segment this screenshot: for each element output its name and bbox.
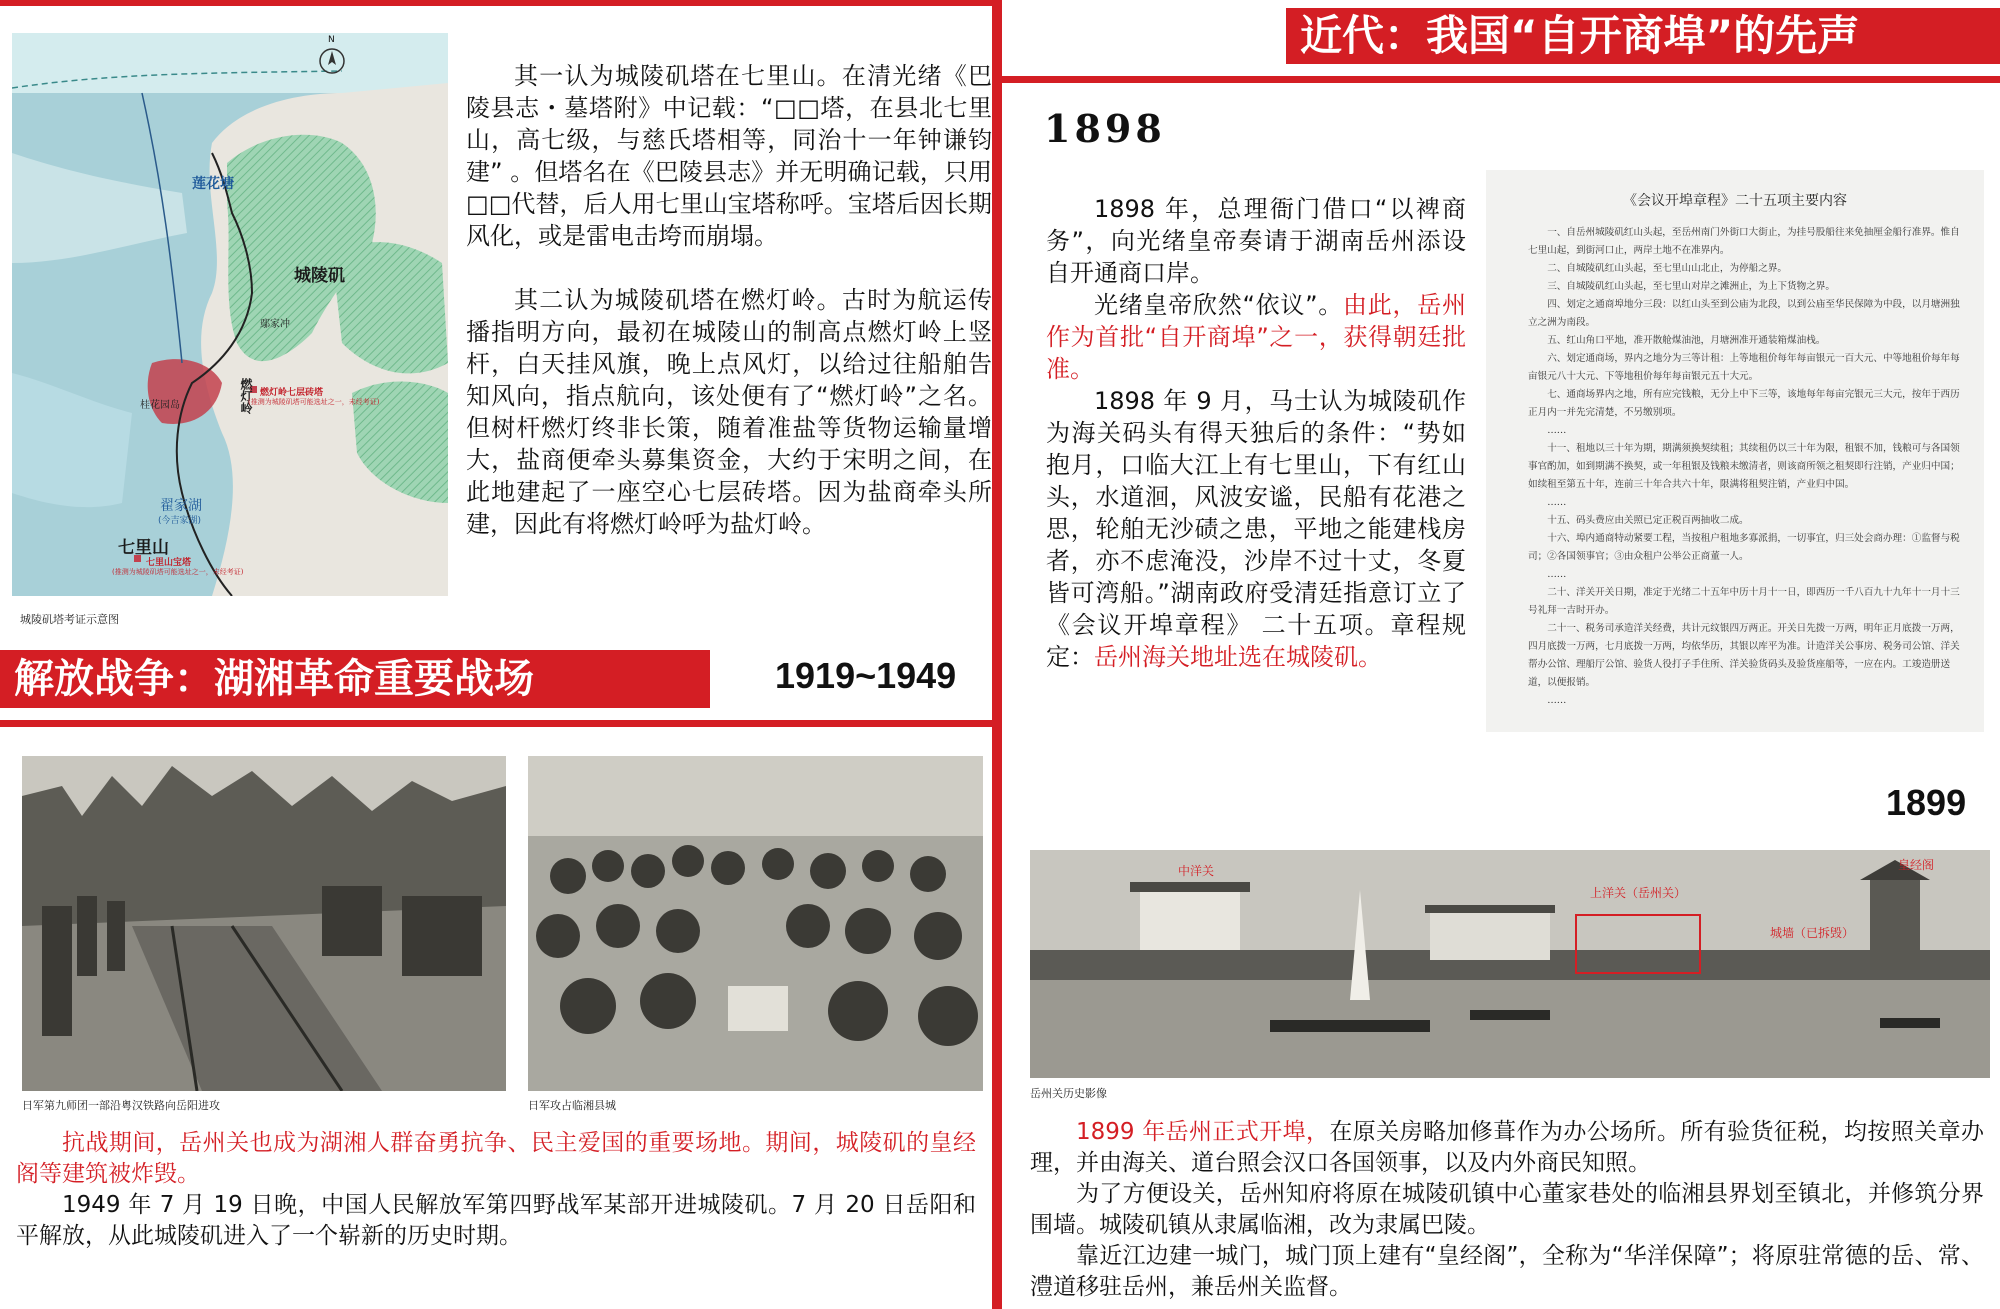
photo-label-shangyangguan: 上洋关（岳州关） bbox=[1590, 886, 1687, 900]
war-photo-railway bbox=[22, 756, 506, 1091]
map-label-lianhuatang: 莲花塘 bbox=[192, 176, 234, 192]
charter-line: 十五、码头费应由关照已定正税百两抽收二成。 bbox=[1547, 515, 1749, 526]
charter-line: …… bbox=[1547, 497, 1567, 508]
left-top-rule bbox=[0, 0, 992, 6]
war-years: 1919~1949 bbox=[775, 655, 957, 696]
right-top-rule bbox=[1002, 76, 2000, 83]
charter-line: 二、自城陵矶红山头起，至七里山山北止，为停船之界。 bbox=[1547, 263, 1788, 274]
charter-line: 六、划定通商场，界内之地分为三等计租：上等地租价每年每亩银元一百大元、中等地租价每年每亩银元八十大元、下等地租价每年每亩银元五十大元。 bbox=[1528, 353, 1960, 382]
map-label-zhaijiahu-sub: (今吉家湖) bbox=[158, 516, 202, 526]
soldiers-photo-graphic bbox=[528, 756, 983, 1091]
railway-photo-graphic bbox=[22, 756, 506, 1091]
charter-line: 一、自岳州城陵矶红山头起，至岳州南门外街口大街止，为挂号股船往来免抽厘金船行准界。惟自七里山起，到街河口止，两岸土地不在准界内。 bbox=[1528, 227, 1960, 256]
pagoda-paragraph-1: 其一认为城陵矶塔在七里山。在清光绪《巴陵县志・墓塔附》中记载：“□□塔，在县北七里山，高七级，与慈氏塔相等，同治十一年钟谦钧建” 。但塔名在《巴陵县志》并无明确记载，只用□□代替，后人用七里山宝塔称呼。宝塔后因长期风化，或是雷电击垮而崩塌。 bbox=[466, 62, 992, 250]
map-label-north: N bbox=[328, 35, 335, 45]
war-banner: 解放战争：湖湘革命重要战场 bbox=[0, 650, 710, 708]
map-label-qilishan-note2: (推测为城陵矶塔可能选址之一，未经考证) bbox=[112, 568, 244, 576]
charter-line: 十六、埠内通商特动紧要工程，当按租户租地多寡派捐，一切事宜，归三处会商办理：①监督与税司；②各国领事官；③由众租户公举公正商董一人。 bbox=[1528, 533, 1960, 562]
map-label-zhaijiahu: 翟家湖 bbox=[160, 498, 202, 514]
text-1899-p3: 靠近江边建一城门，城门顶上建有“皇经阁”，全称为“华洋保障”；将原驻常德的岳、常、澧道移驻岳州，兼岳州关监督。 bbox=[1030, 1243, 1984, 1300]
map-label-guihuayuan: 桂花园岛 bbox=[140, 400, 180, 411]
war-text-liberation: 1949 年 7 月 19 日晚，中国人民解放军第四野战军某部开进城陵矶。7 月 20 日岳阳和平解放，从此城陵矶进入了一个崭新的历史时期。 bbox=[16, 1192, 976, 1249]
war-text bbox=[16, 1128, 976, 1252]
war-photo-railway-caption: 日军第九师团一部沿粤汉铁路向岳阳进攻 bbox=[22, 1099, 220, 1112]
map-label-randengling-note2: (推测为城陵矶塔可能选址之一，未经考证) bbox=[248, 398, 380, 406]
text-1899 bbox=[1030, 1117, 1984, 1303]
charter-line: 四、划定之通商埠地分三段：以红山头至到公庙为北段，以到公庙至华民保障为中段，以月塘洲独立之洲为南段。 bbox=[1528, 299, 1960, 328]
year-1899: 1899 bbox=[1886, 782, 1967, 823]
charter-line: 七、通商场界内之地，所有应完钱粮，无分上中下三等，该地每年每亩完银元三大元，按年于西历正月内一并先完清楚，不另缴别项。 bbox=[1528, 389, 1960, 418]
text-1898-p3 bbox=[1046, 385, 1466, 673]
charter-line: …… bbox=[1547, 569, 1567, 580]
map-label-yanjiachong: 鄢家冲 bbox=[260, 319, 290, 330]
map-label-randengling-note1: 燃灯岭七层砖塔 bbox=[260, 388, 324, 398]
year-1898: 1898 bbox=[1044, 106, 1166, 151]
text-1899-p1-red: 1899 年岳州正式开埠， bbox=[1076, 1119, 1330, 1145]
pagoda-paragraph-2: 其二认为城陵矶塔在燃灯岭。古时为航运传播指明方向，最初在城陵山的制高点燃灯岭上竖杆，白天挂风旗，晚上点风灯，以给过往船舶告知风向，指点航向，该处便有了“燃灯岭”之名。但树杆燃灯终非长策，随着准盐等货物运输量增大，盐商便牵头募集资金，大约于宋明之间，在此地建起了一座空心七层砖塔。因为盐商牵头所建，因此有将燃灯岭呼为盐灯岭。 bbox=[466, 286, 992, 538]
war-photo-soldiers-caption: 日军攻占临湘县城 bbox=[528, 1099, 616, 1112]
war-photo-soldiers bbox=[528, 756, 983, 1091]
photo-label-zhongyangguan: 中洋关 bbox=[1178, 864, 1215, 878]
charter-line: 二十一、税务司承造洋关经费，共计元纹银四万两正。开关日先拨一万两，明年正月底拨一万两，四月底拨一万两，七月底拨一万两，均依华历，其银以库平为准。计造洋关公事房、税务司公馆、洋关帮办公馆、理船厅公馆、验货人役打子手住所、洋关验货码头及验货座船等，一应在内。工竣造册送道，以便报销。 bbox=[1528, 623, 1960, 688]
war-text-red: 抗战期间，岳州关也成为湖湘人群奋勇抗争、民主爱国的重要场地。期间，城陵矶的皇经阁等建筑被炸毁。 bbox=[16, 1130, 976, 1187]
text-1898-p1: 1898 年，总理衙门借口“以裨商务”，向光绪皇帝奏请于湖南岳州添设自开通商口岸。 bbox=[1046, 195, 1466, 287]
map-label-qilishan-note1: 七里山宝塔 bbox=[146, 558, 192, 568]
charter-line: 五、红山角口平地，准开散舱煤油池，月塘洲准开通装箱煤油栈。 bbox=[1547, 335, 1826, 346]
text-1898-p3-red: 岳州海关地址选在城陵矶。 bbox=[1094, 643, 1382, 671]
map-caption: 城陵矶塔考证示意图 bbox=[20, 613, 119, 626]
customs-photo-graphic bbox=[1030, 850, 1990, 1078]
text-1898 bbox=[1046, 193, 1466, 673]
text-1899-p2: 为了方便设关，岳州知府将原在城陵矶镇中心董家巷处的临湘县界划至镇北，并修筑分界围墙。城陵矶镇从隶属临湘，改为隶属巴陵。 bbox=[1030, 1181, 1984, 1238]
charter-document-title: 《会议开埠章程》二十五项主要内容 bbox=[1623, 193, 1847, 209]
customs-historic-photo bbox=[1030, 850, 1990, 1078]
charter-line: 三、自城陵矶红山头起，至七里山对岸之滩洲止，为上下货物之界。 bbox=[1547, 281, 1835, 292]
text-1899-p1 bbox=[1030, 1117, 1984, 1179]
text-1898-p2 bbox=[1046, 289, 1466, 385]
charter-document-lines bbox=[1486, 224, 1984, 710]
text-1899-p1-text: 在原关房略加修葺作为办公场所。所有验货征税，均按照关章办理，并由海关、道台照会汉口各国领事，以及内外商民知照。 bbox=[1030, 1119, 1984, 1176]
modern-banner: 近代：我国“自开商埠”的先声 bbox=[1286, 8, 2000, 64]
map-label-chenglingji: 城陵矶 bbox=[294, 266, 345, 286]
pagoda-text bbox=[466, 60, 992, 540]
center-divider bbox=[992, 0, 1002, 1309]
photo-label-huangjingge: 皇经阁 bbox=[1898, 858, 1935, 872]
charter-line: …… bbox=[1547, 695, 1567, 706]
pagoda-site-map bbox=[12, 33, 448, 596]
charter-line: 二十、洋关开关日期，准定于光绪二十五年中历十月十一日，即西历一千八百九十九年十一月十三号礼拜一吉时开办。 bbox=[1528, 587, 1960, 616]
charter-line: …… bbox=[1547, 425, 1567, 436]
customs-photo-caption: 岳州关历史影像 bbox=[1030, 1087, 1107, 1100]
left-mid-rule bbox=[0, 720, 992, 727]
text-1898-p3-text: 1898 年 9 月，马士认为城陵矶作为海关码头有得天独后的条件：“势如抱月，口临大江上有七里山，下有红山头，水道洄，风波安谧，民船有花港之思，轮舶无沙碛之患，平地之能建栈房者，亦不虑淹没，沙岸不过十丈，冬夏皆可湾船。”湖南政府受清廷指意订立了《会议开埠章程》 二十五项。章程规定： bbox=[1046, 387, 1466, 671]
charter-line: 十一、租地以三十年为期，期满须换契续租；其续租仍以三十年为限，租银不加，钱粮可与各国领事官酌加，如到期满不换契，或一年租银及钱粮未缴清者，则该商所领之租契即行注销，产业归中国；如续租至第五十年，连前三十年合共六十年，限满将租契注销，产业归中国。 bbox=[1528, 443, 1960, 490]
text-1898-p2-a: 光绪皇帝欣然“依议”。 bbox=[1094, 291, 1344, 319]
map-label-randengling: 燃灯岭 bbox=[239, 378, 253, 414]
map-label-qilishan: 七里山 bbox=[118, 538, 169, 558]
map-graphic bbox=[12, 33, 448, 596]
photo-label-chengqiang: 城墙（已拆毁） bbox=[1770, 926, 1855, 940]
charter-document bbox=[1486, 170, 1984, 732]
text-1898-p2-red: 由此，岳州作为首批“自开商埠”之一，获得朝廷批准。 bbox=[1046, 291, 1466, 383]
